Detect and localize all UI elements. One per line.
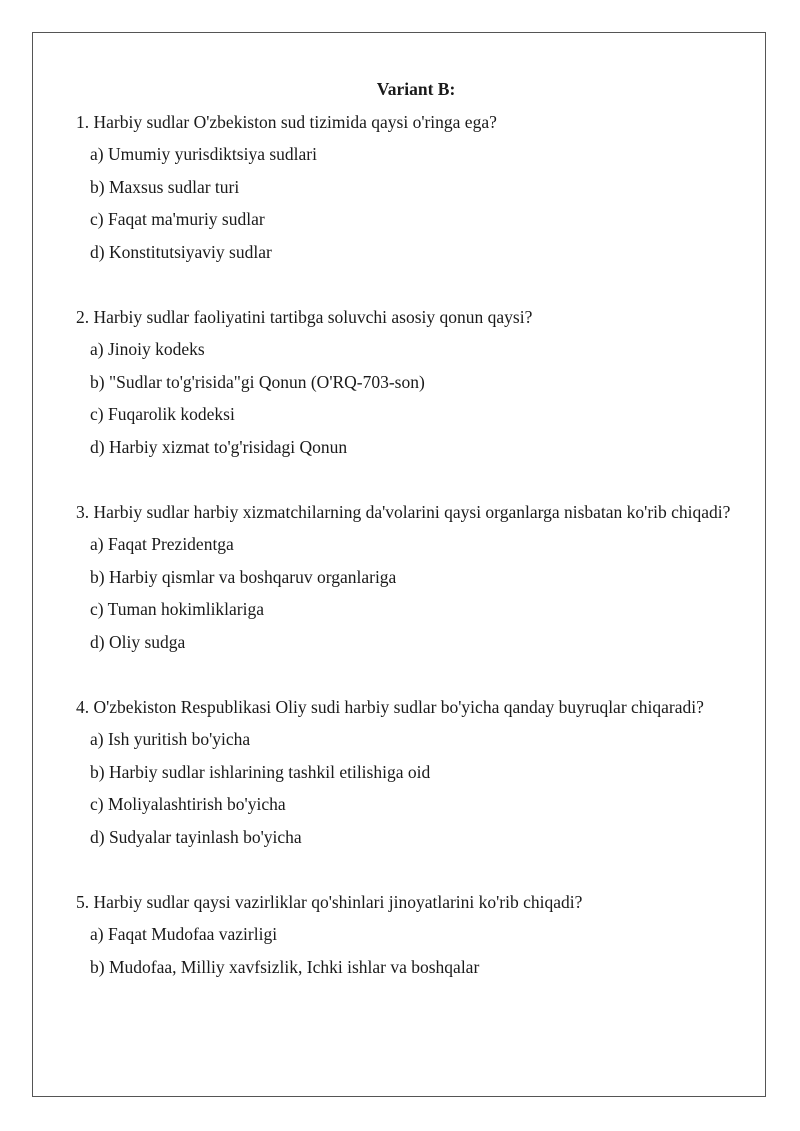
question-4 (76, 691, 736, 854)
question-5 (76, 886, 736, 984)
question-text: 3. Harbiy sudlar harbiy xizmatchilarning da'volarini qaysi organlarga nisbatan ko'rib chiqadi? (76, 501, 731, 522)
question-text: 5. Harbiy sudlar qaysi vazirliklar qo'shinlari jinoyatlarini ko'rib chiqadi? (76, 891, 583, 912)
option-d: d) Oliy sudga (90, 631, 186, 652)
option-b: b) "Sudlar to'g'risida"gi Qonun (O'RQ-703-son) (90, 371, 425, 392)
option-a: a) Jinoiy kodeks (90, 339, 205, 359)
option-d: d) Harbiy xizmat to'g'risidagi Qonun (90, 436, 348, 457)
question-text: 2. Harbiy sudlar faoliyatini tartibga soluvchi asosiy qonun qaysi? (76, 306, 533, 327)
option-b: b) Maxsus sudlar turi (90, 176, 240, 197)
option-c: c) Fuqarolik kodeksi (90, 404, 235, 424)
option-a: a) Faqat Mudofaa vazirligi (90, 924, 278, 944)
option-a: a) Ish yuritish bo'yicha (90, 729, 251, 749)
option-d: d) Konstitutsiyaviy sudlar (90, 241, 272, 262)
question-text: 4. O'zbekiston Respublikasi Oliy sudi harbiy sudlar bo'yicha qanday buyruqlar chiqaradi? (76, 696, 704, 717)
question-2 (76, 301, 736, 464)
option-b: b) Harbiy qismlar va boshqaruv organlariga (90, 566, 397, 587)
option-c: c) Tuman hokimliklariga (90, 599, 265, 619)
option-b: b) Harbiy sudlar ishlarining tashkil etilishiga oid (90, 761, 431, 782)
option-d: d) Sudyalar tayinlash bo'yicha (90, 826, 302, 847)
variant-title: Variant B: (376, 79, 456, 99)
option-a: a) Faqat Prezidentga (90, 534, 234, 554)
question-text: 1. Harbiy sudlar O'zbekiston sud tizimida qaysi o'ringa ega? (76, 111, 497, 132)
question-1 (76, 106, 736, 269)
document-body (76, 73, 736, 1016)
option-c: c) Moliyalashtirish bo'yicha (90, 794, 286, 814)
option-b: b) Mudofaa, Milliy xavfsizlik, Ichki ishlar va boshqalar (90, 956, 480, 977)
option-c: c) Faqat ma'muriy sudlar (90, 209, 265, 229)
option-a: a) Umumiy yurisdiktsiya sudlari (90, 144, 317, 164)
question-3 (76, 496, 736, 659)
